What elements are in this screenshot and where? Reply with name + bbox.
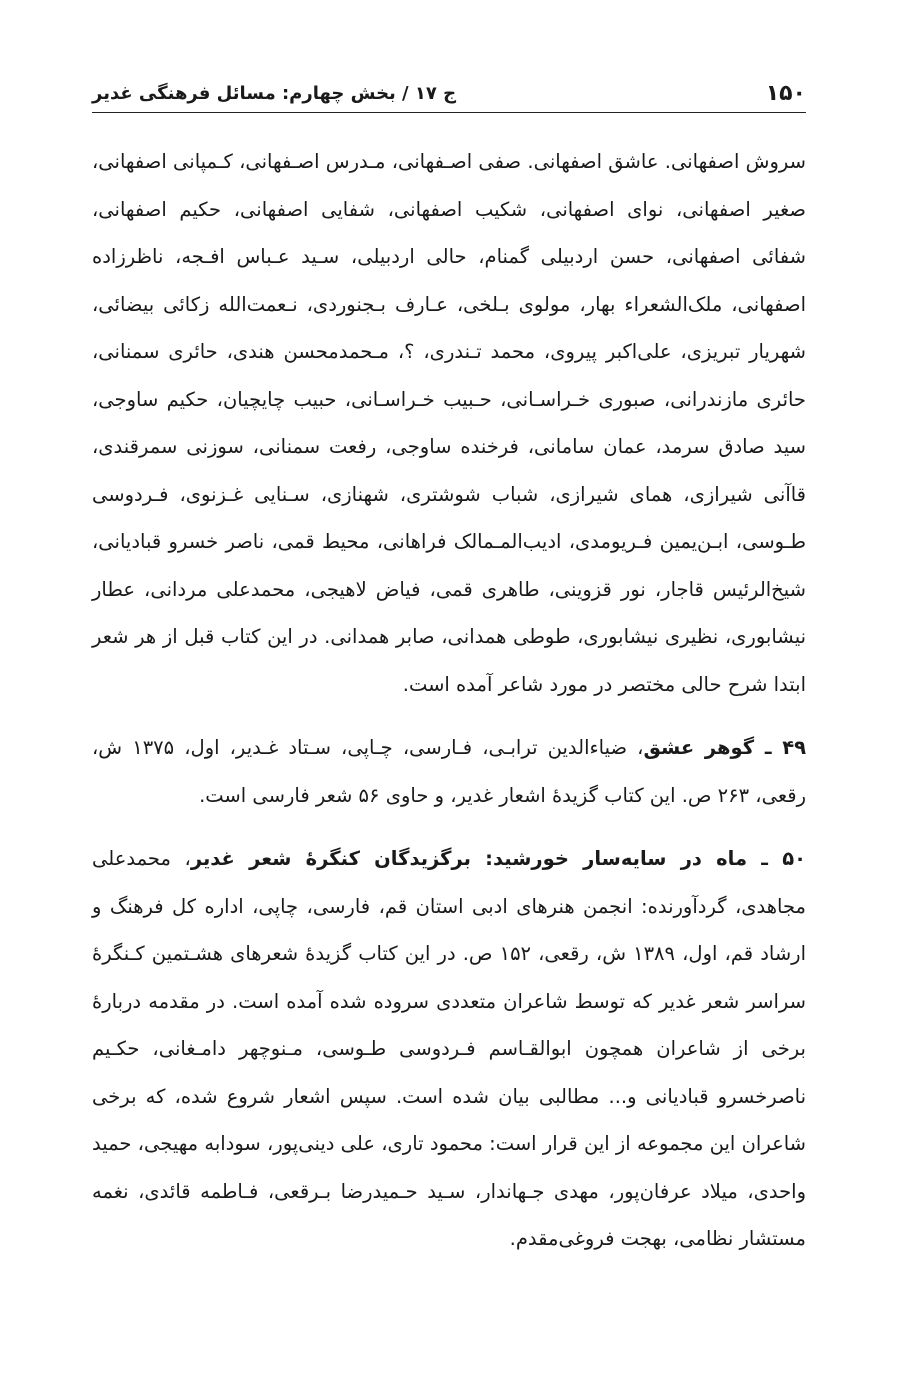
entry-title: گوهر عشق (643, 736, 755, 759)
page-header (92, 74, 806, 113)
entry-number: ۵۰ ـ (747, 847, 806, 870)
bibliography-entry-49 (92, 724, 806, 819)
bibliography-entry-50 (92, 835, 806, 1263)
page-number: ۱۵۰ (765, 80, 806, 106)
page-body (92, 138, 806, 1263)
running-title: ج ۱۷ / بخش چهارم: مسائل فرهنگی غدیر (92, 82, 457, 104)
entry-description: ، ضیاءالدین ترابـی، فـارسی، چـاپی، سـتاد غـدیر، اول، ۱۳۷۵ ش، رقعی، ۲۶۳ ص. این کتاب گزیدهٔ اشعار غدیر، و حاوی ۵۶ شعر فارسی است. (92, 736, 806, 807)
continued-paragraph: سروش اصفهانی. عاشق اصفهانی. صفی اصـفهانی، مـدرس اصـفهانی، کـمپانی اصفهانی، صغیر اصفهانی، نوای اصفهانی، شکیب اصفهانی، شفایی اصفهانی، حکیم اصفهانی، شفائی اصفهانی، حسن اردبیلی گمنام، حالی اردبیلی، سـید عـباس افـجه، ناظرزاده اصفهانی، ملک‌الشعراء بهار، مولوی بـلخی، عـارف بـجنوردی، نـعمت‌الله زکائی بیضائی، شهریار تبریزی، علی‌اکبر پیروی، محمد تـندری، ؟، مـحمدمحسن هندی، حائری سمنانی، حائری مازندرانی، صبوری خـراسـانی، حـبیب خـراسـانی، حبیب چایچیان، حکیم ساوجی، سید صادق سرمد، عمان سامانی، فرخنده ساوجی، رفعت سمنانی، سوزنی سمرقندی، قاآنی شیرازی، همای شیرازی، شباب شوشتری، شهنازی، سـنایی غـزنوی، فـردوسی طـوسی، ابـن‌یمین فـریومدی، ادیب‌المـمالک فراهانی، محیط قمی، ناصر خسرو قبادیانی، شیخ‌الرئیس قاجار، نور قزوینی، طاهری قمی، فیاض لاهیجی، محمدعلی مردانی، عطار نیشابوری، نظیری نیشابوری، طوطی همدانی، صابر همدانی. در این کتاب قبل از هر شعر ابتدا شرح حالی مختصر در مورد شاعر آمده است. (92, 150, 806, 696)
entry-number: ۴۹ ـ (754, 736, 807, 759)
entry-title: ماه در سایه‌سار خورشید: برگزیدگان کنگرهٔ شعر غدیر (190, 847, 748, 870)
book-page (92, 0, 806, 1390)
entry-description: ، محمدعلی مجاهدی، گردآورنده: انجمن هنرهای ادبی استان قم، فارسی، چاپی، اداره کل فرهنگ و ارشاد قم، اول، ۱۳۸۹ ش، رقعی، ۱۵۲ ص. در این کتاب گزیدهٔ شعرهای هشـتمین کـنگرهٔ سراسر شعر غدیر که توسط شاعران متعددی سروده شده آمده است. در مقدمه دربارهٔ برخی از شاعران همچون ابوالقـاسم فـردوسی طـوسی، مـنوچهر دامـغانی، حکـیم ناصرخسرو قبادیانی و... مطالبی بیان شده است. سپس اشعار شروع شده، که برخی شاعران این مجموعه از این قرار است: محمود تاری، علی دینی‌پور، سودابه مهیجی، حمید واحدی، میلاد عرفان‌پور، مهدی جـهاندار، سـید حـمیدرضا بـرقعی، فـاطمه قائدی، نغمه مستشار نظامی، بهجت فروغی‌مقدم. (92, 847, 806, 1250)
